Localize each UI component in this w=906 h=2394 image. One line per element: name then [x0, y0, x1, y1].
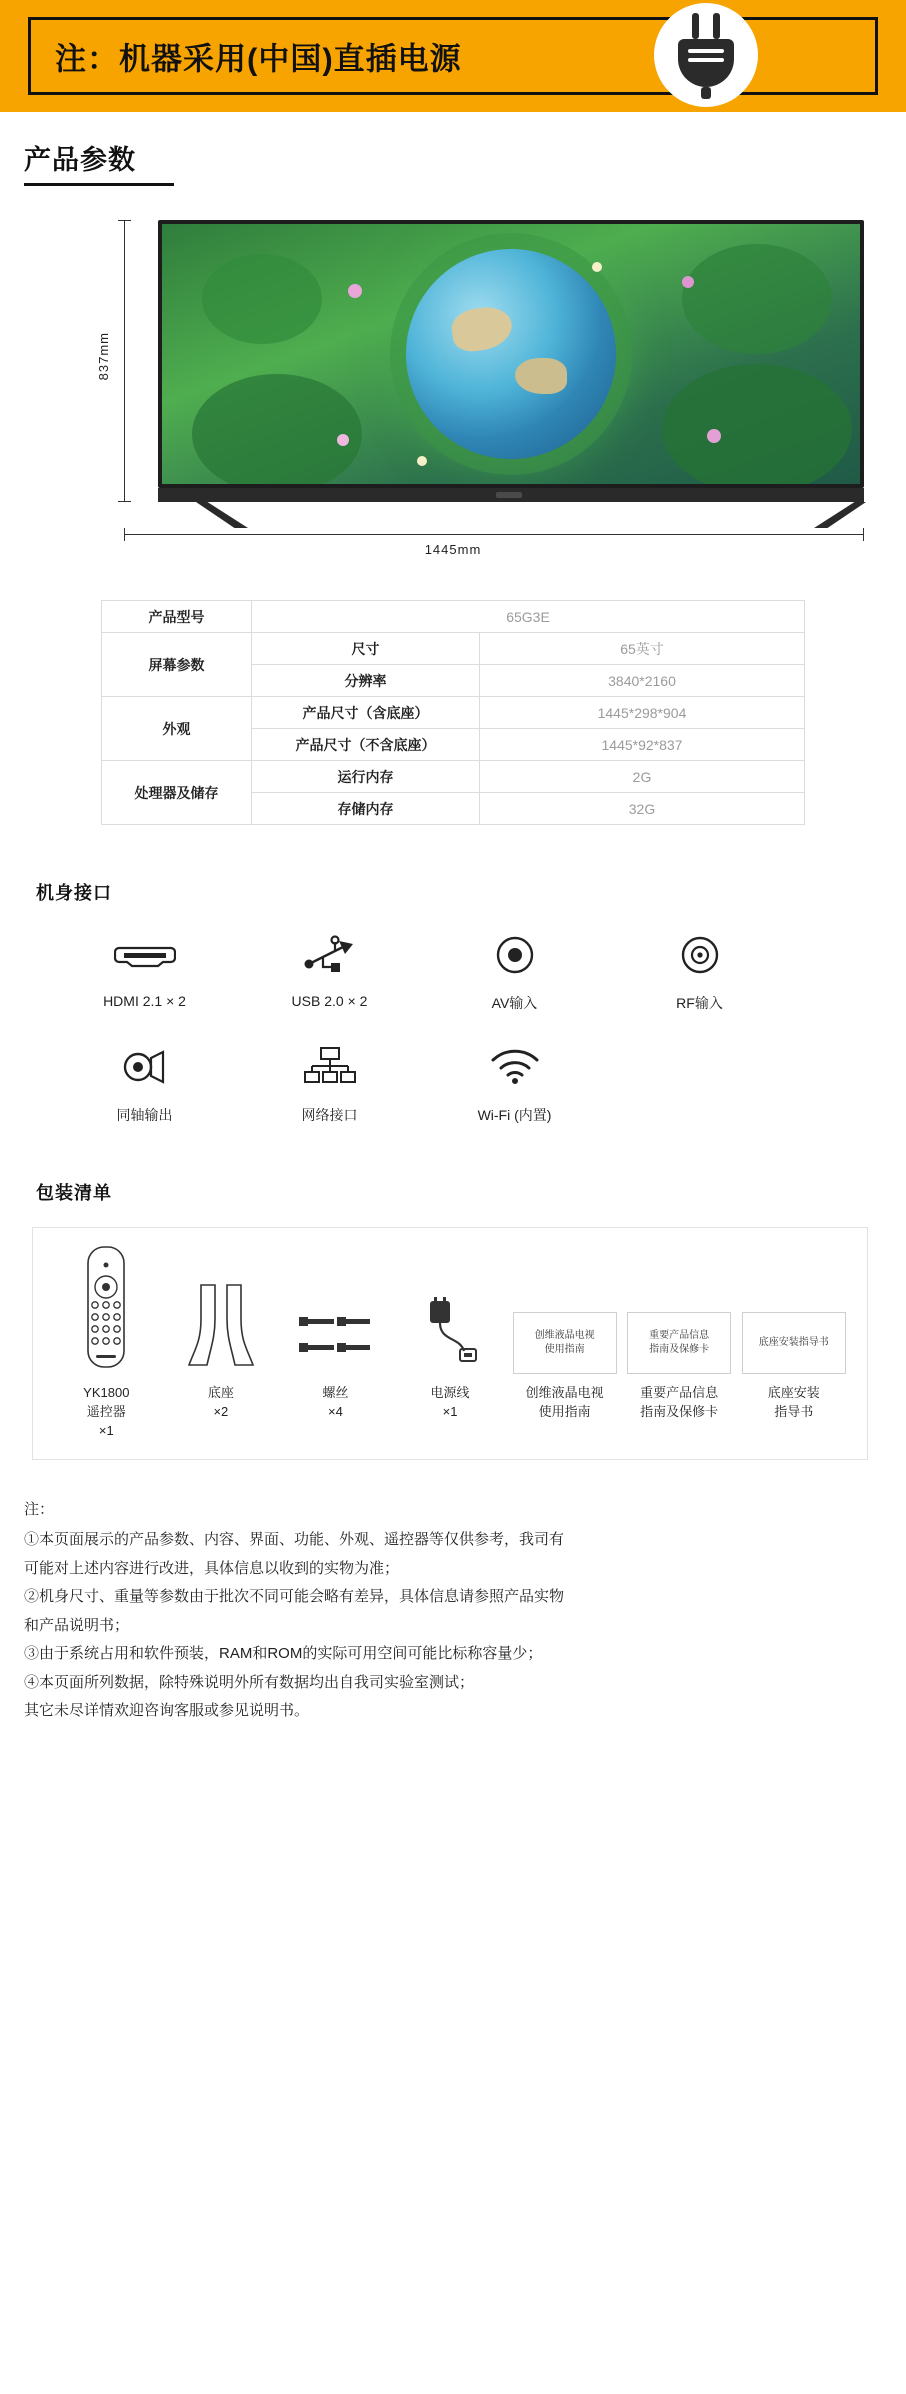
interface-label: 网络接口 [301, 1107, 358, 1123]
spec-group-label: 外观 [102, 697, 252, 761]
footnote-line: 可能对上述内容进行改进，具体信息以收到的实物为准； [24, 1559, 400, 1577]
spec-value: 1445*92*837 [480, 729, 805, 761]
spec-value: 32G [480, 793, 805, 825]
av-input-icon [493, 927, 537, 983]
interface-label: AV输入 [491, 995, 538, 1011]
power-cable-icon [420, 1297, 480, 1374]
specification-table [101, 600, 805, 825]
wifi-icon [489, 1039, 541, 1095]
spec-group-label: 产品型号 [102, 601, 252, 633]
spec-sub-label: 产品尺寸（含底座） [252, 697, 480, 729]
interface-item-coaxial [52, 1039, 237, 1125]
tv-stand-right [814, 502, 866, 528]
package-label-manual: 创维液晶电视 使用指南 [525, 1385, 604, 1419]
stand-legs-icon [185, 1283, 257, 1374]
notice-banner-text: 注：机器采用(中国)直插电源 [55, 41, 462, 77]
package-label-stand: 底座 ×2 [207, 1385, 234, 1419]
ethernet-icon [304, 1039, 356, 1095]
earth-globe-graphic [406, 249, 616, 459]
footnote-line: ②机身尺寸、重量等参数由于批次不同可能会略有差异，具体信息请参照产品实物 [24, 1588, 565, 1606]
remote-control-icon [85, 1245, 127, 1374]
package-label-power-cable: 电源线 ×1 [430, 1385, 470, 1419]
footnote-line: 其它未尽详情欢迎咨询客服或参见说明书。 [24, 1702, 310, 1720]
table-row [102, 633, 805, 665]
spec-sub-label: 存储内存 [252, 793, 480, 825]
screws-icon [297, 1309, 373, 1374]
interfaces-title: 机身接口 [36, 883, 112, 903]
install-guide-icon: 底座安装指导书 [742, 1312, 846, 1374]
package-list [32, 1227, 868, 1460]
package-icons-row [33, 1242, 867, 1374]
table-row [102, 601, 805, 633]
interface-label: USB 2.0 × 2 [291, 993, 368, 1009]
spec-value: 3840*2160 [480, 665, 805, 697]
package-labels-row [33, 1374, 867, 1441]
usb-icon [301, 927, 359, 983]
spec-group-label: 屏幕参数 [102, 633, 252, 697]
width-dimension-label: 1445mm [424, 542, 482, 557]
height-dimension-label: 837mm [96, 332, 111, 381]
power-plug-icon [654, 3, 758, 107]
package-item-remote [49, 1245, 164, 1374]
interface-label: 同轴输出 [116, 1107, 173, 1123]
interface-item-hdmi [52, 927, 237, 1013]
spec-value: 65英寸 [480, 633, 805, 665]
footnote-line: ③由于系统占用和软件预装，RAM和ROM的实际可用空间可能比标称容量少； [24, 1645, 543, 1663]
interfaces-grid [52, 927, 792, 1125]
package-title: 包装清单 [36, 1183, 112, 1203]
spec-value: 1445*298*904 [480, 697, 805, 729]
warranty-card-icon: 重要产品信息 指南及保修卡 [627, 1312, 731, 1374]
manual-icon: 创维液晶电视 使用指南 [513, 1312, 617, 1374]
tv-brand-mark [496, 492, 522, 498]
package-label-install-guide: 底座安装 指导书 [767, 1385, 820, 1419]
interface-item-wifi [422, 1039, 607, 1125]
table-row [102, 697, 805, 729]
package-item-power-cable [393, 1297, 508, 1374]
spec-value: 2G [480, 761, 805, 793]
package-item-manual [507, 1312, 622, 1374]
width-dimension-line [124, 534, 864, 535]
footnote-line: ①本页面展示的产品参数、内容、界面、功能、外观、遥控器等仅供参考，我司有 [24, 1531, 565, 1549]
tv-dimension-figure [0, 220, 906, 570]
title-underline [24, 183, 174, 186]
hdmi-icon [114, 927, 176, 983]
package-item-screws [278, 1309, 393, 1374]
interface-item-usb [237, 927, 422, 1013]
package-label-remote: YK1800 遥控器 ×1 [83, 1385, 130, 1438]
rf-input-icon [678, 927, 722, 983]
package-label-warranty: 重要产品信息 指南及保修卡 [640, 1385, 719, 1419]
interface-item-av [422, 927, 607, 1013]
package-item-warranty [622, 1312, 737, 1374]
footnote-line: ④本页面所列数据，除特殊说明外所有数据均出自我司实验室测试； [24, 1673, 475, 1691]
package-item-stand [164, 1283, 279, 1374]
coaxial-output-icon [119, 1039, 171, 1095]
height-dimension-line [124, 220, 125, 502]
spec-value: 65G3E [252, 601, 805, 633]
tv-stand-left [196, 502, 248, 528]
spec-sub-label: 产品尺寸（不含底座） [252, 729, 480, 761]
spec-sub-label: 尺寸 [252, 633, 480, 665]
interface-label: Wi-Fi (内置) [477, 1107, 552, 1123]
spec-sub-label: 运行内存 [252, 761, 480, 793]
tv-screen-image [158, 220, 864, 488]
table-row [102, 761, 805, 793]
spec-group-label: 处理器及储存 [102, 761, 252, 825]
package-label-screws: 螺丝 ×4 [322, 1385, 349, 1419]
bottom-spacer [0, 1726, 906, 1796]
interface-item-rf [607, 927, 792, 1013]
footnote-head: 注： [24, 1500, 55, 1518]
package-item-install-guide [736, 1312, 851, 1374]
spec-sub-label: 分辨率 [252, 665, 480, 697]
page-title: 产品参数 [24, 145, 136, 175]
interface-label: RF输入 [676, 995, 723, 1011]
interface-item-ethernet [237, 1039, 422, 1125]
interface-label: HDMI 2.1 × 2 [103, 993, 186, 1009]
notice-banner [0, 0, 906, 112]
footnote-line: 和产品说明书； [24, 1616, 130, 1634]
footnotes [24, 1496, 880, 1726]
